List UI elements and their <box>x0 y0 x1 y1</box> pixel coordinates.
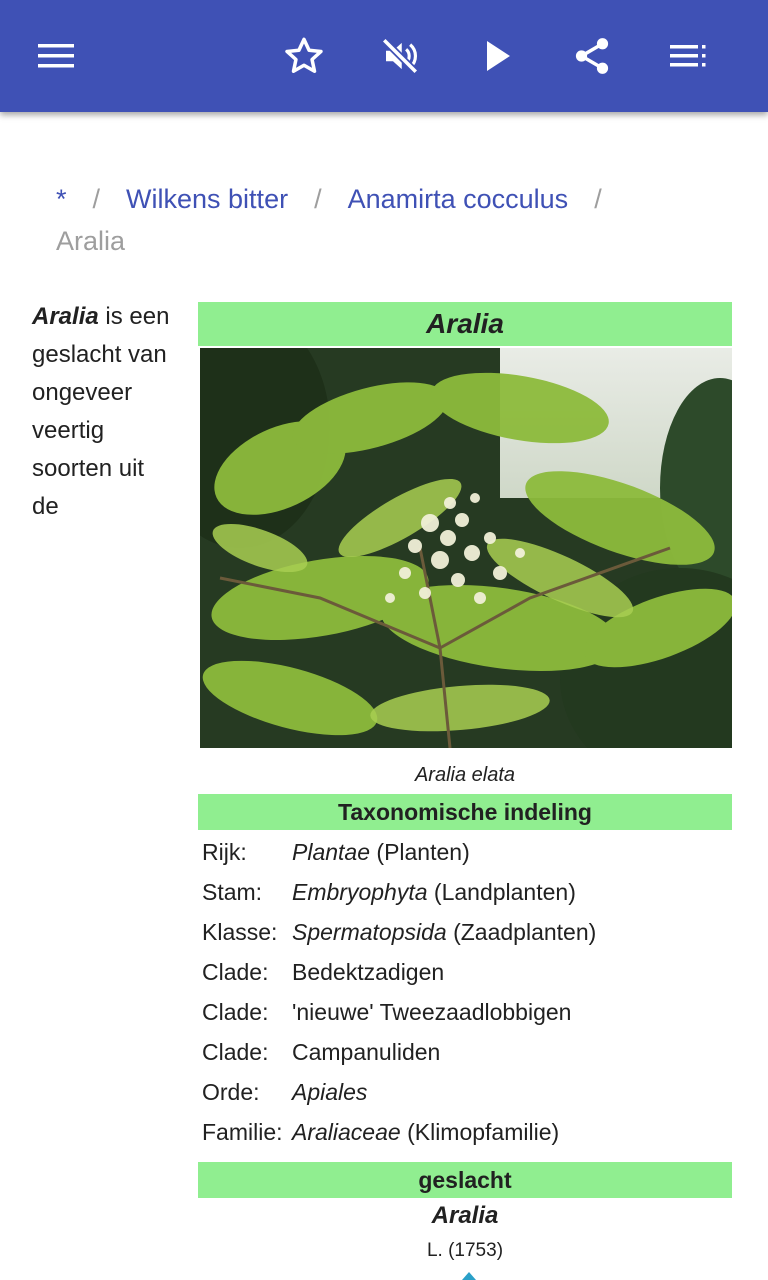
taxonomy-value-plain[interactable]: Campanuliden <box>292 1038 441 1065</box>
taxonomy-row-phylum <box>198 872 732 912</box>
taxonomy-row-order <box>198 1072 732 1112</box>
mute-button[interactable] <box>372 28 428 84</box>
taxonomy-row-class <box>198 912 732 952</box>
intro-bold-term: Aralia <box>32 303 99 330</box>
breadcrumb-link-anamirta-cocculus[interactable]: Anamirta cocculus <box>347 184 569 214</box>
taxonomy-table <box>198 832 732 1152</box>
breadcrumb-current: Aralia <box>56 226 126 256</box>
star-outline-icon <box>283 35 325 77</box>
taxonomy-value <box>292 879 576 906</box>
taxonomy-row-clade-1 <box>198 952 732 992</box>
image-caption: Aralia elata <box>414 764 516 786</box>
share-icon <box>571 35 613 77</box>
breadcrumb-link-home[interactable]: * <box>56 184 67 214</box>
taxonomy-value-italic[interactable]: Plantae <box>292 838 371 865</box>
taxonomy-value-italic[interactable]: Spermatopsida <box>292 918 447 945</box>
infobox <box>198 302 732 1264</box>
article-intro <box>32 298 172 526</box>
taxonomy-label: Clade: <box>202 958 269 985</box>
menu-button[interactable] <box>28 28 84 84</box>
taxonomy-value-plain[interactable]: 'nieuwe' Tweezaadlobbigen <box>292 998 572 1025</box>
genus-name: Aralia <box>431 1202 499 1229</box>
taxonomy-value-plain: (Zaadplanten) <box>446 918 597 945</box>
taxonomy-value <box>292 839 470 866</box>
taxonomy-label: Stam: <box>202 878 263 905</box>
taxonomy-value <box>292 999 571 1026</box>
breadcrumb-separator: / <box>594 184 602 214</box>
playlist-icon <box>668 42 708 70</box>
taxonomy-value <box>292 959 444 986</box>
taxonomy-row-clade-2 <box>198 992 732 1032</box>
taxonomy-label: Klasse: <box>202 918 278 945</box>
play-button[interactable] <box>470 28 526 84</box>
genus-heading: geslacht <box>198 1162 732 1198</box>
share-button[interactable] <box>564 28 620 84</box>
taxonomy-value-italic[interactable]: Araliaceae <box>292 1118 401 1145</box>
taxonomy-value <box>292 1119 559 1146</box>
taxonomy-label: Familie: <box>202 1118 283 1145</box>
taxonomy-value <box>292 1079 367 1106</box>
taxonomy-value-plain[interactable]: Bedektzadigen <box>292 958 445 985</box>
taxonomy-label: Clade: <box>202 1038 269 1065</box>
favorite-button[interactable] <box>276 28 332 84</box>
intro-text: is een geslacht van ongeveer veertig soorten uit de <box>32 303 170 520</box>
app-toolbar <box>0 0 768 112</box>
breadcrumb-separator: / <box>314 184 322 214</box>
taxonomy-value-plain: (Klimopfamilie) <box>400 1118 560 1145</box>
infobox-title: Aralia <box>198 302 732 346</box>
plant-photo-illustration <box>200 348 732 748</box>
genus-author: L. (1753) <box>426 1240 504 1261</box>
playlist-button[interactable] <box>660 28 716 84</box>
taxonomy-value-plain: (Landplanten) <box>427 878 576 905</box>
taxonomy-row-clade-3 <box>198 1032 732 1072</box>
taxonomy-label: Clade: <box>202 998 269 1025</box>
taxonomy-value-italic[interactable]: Apiales <box>292 1078 368 1105</box>
taxonomy-value <box>292 1039 440 1066</box>
taxonomy-row-kingdom <box>198 832 732 872</box>
plant-photo[interactable] <box>200 348 732 748</box>
volume-off-icon <box>379 35 421 77</box>
taxonomy-label: Orde: <box>202 1078 260 1105</box>
taxonomy-heading: Taxonomische indeling <box>198 794 732 830</box>
taxonomy-row-family <box>198 1112 732 1152</box>
breadcrumb-link-wilkens-bitter[interactable]: Wilkens bitter <box>126 184 289 214</box>
taxonomy-value-italic[interactable]: Embryophyta <box>292 878 428 905</box>
play-icon <box>483 39 513 73</box>
breadcrumb <box>56 178 736 262</box>
breadcrumb-separator: / <box>92 184 101 214</box>
scroll-indicator-icon <box>462 1272 476 1280</box>
menu-icon <box>36 41 76 71</box>
taxonomy-value <box>292 919 596 946</box>
taxonomy-label: Rijk: <box>202 838 247 865</box>
taxonomy-value-plain: (Planten) <box>370 838 470 865</box>
